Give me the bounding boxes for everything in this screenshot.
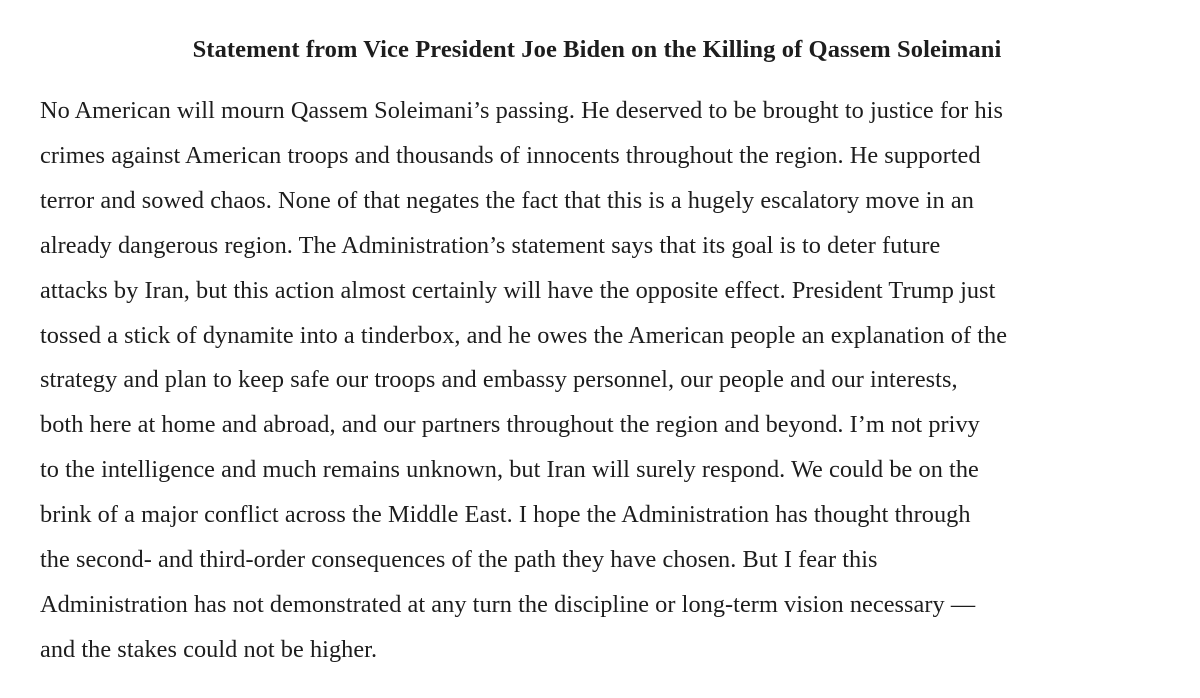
body-line: strategy and plan to keep safe our troops and embassy personnel, our people and our interests, — [40, 366, 958, 394]
body-line: attacks by Iran, but this action almost certainly will have the opposite effect. President Trump just — [40, 276, 996, 304]
body-line: brink of a major conflict across the Middle East. I hope the Administration has thought through — [40, 501, 971, 529]
statement-body — [40, 89, 1190, 673]
body-line: to the intelligence and much remains unknown, but Iran will surely respond. We could be on the — [40, 456, 979, 484]
body-line: Administration has not demonstrated at any turn the discipline or long-term vision necessary — — [40, 590, 976, 618]
statement-title: Statement from Vice President Joe Biden on the Killing of Qassem Soleimani — [192, 36, 1002, 63]
body-line: crimes against American troops and thousands of innocents throughout the region. He supported — [40, 141, 981, 169]
body-line: terror and sowed chaos. None of that negates the fact that this is a hugely escalatory move in an — [40, 186, 974, 214]
body-line: No American will mourn Qassem Soleimani’s passing. He deserved to be brought to justice for his — [40, 97, 1003, 124]
statement-document — [40, 30, 1190, 673]
body-line: the second- and third-order consequences of the path they have chosen. But I fear this — [40, 546, 878, 574]
body-line: already dangerous region. The Administration’s statement says that its goal is to deter future — [40, 231, 941, 259]
body-line: tossed a stick of dynamite into a tinderbox, and he owes the American people an explanation of the — [40, 321, 1008, 349]
body-line: and the stakes could not be higher. — [40, 635, 378, 663]
body-line: both here at home and abroad, and our partners throughout the region and beyond. I’m not privy — [40, 411, 980, 439]
